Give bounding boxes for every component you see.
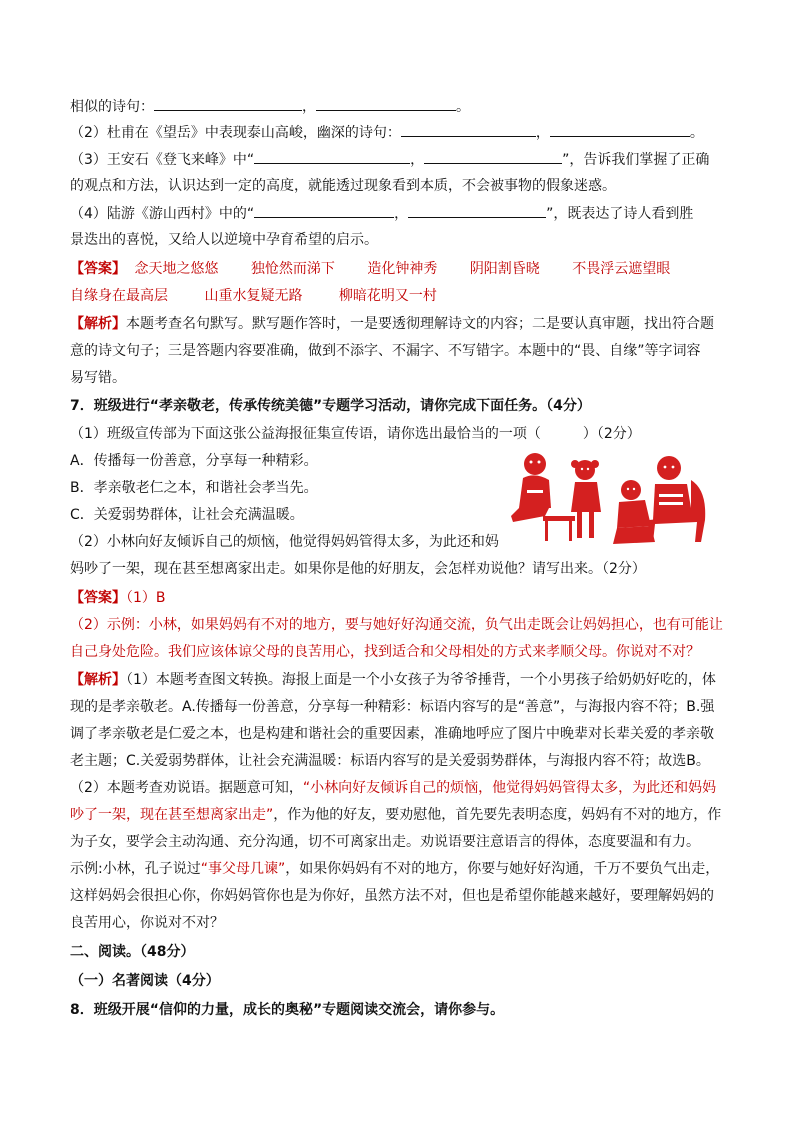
q6-line-3: （3）王安石《登飞来峰》中“ ， ”，告诉我们掌握了正确	[70, 149, 709, 170]
q8-title: 8．班级开展“信仰的力量，成长的奥秘”专题阅读交流会，请你参与。	[70, 1002, 505, 1018]
q7-analysis-line-1: 【解析】（1）本题考查图文转换。海报上面是一个小女孩子为爷爷捶背，一个小男孩子给奶奶好吃的，体	[70, 672, 716, 688]
q6-line-2: （2）杜甫在《望岳》中表现泰山高峻，幽深的诗句： ， 。	[70, 122, 704, 143]
answer-item: 柳暗花明又一村	[338, 288, 437, 304]
q7-option-a: A．传播每一份善意，分享每一种精彩。	[70, 453, 318, 469]
answer-item: 山重水复疑无路	[204, 288, 303, 304]
q7-analysis-line-6: 吵了一架，现在甚至想离家出走”，作为他的好友，要劝慰他，首先要先表明态度，妈妈有不对的地方，作	[70, 807, 722, 823]
subsection-title: （一）名著阅读（4分）	[70, 973, 220, 989]
q7-sub1: （1）班级宣传部为下面这张公益海报征集宣传语，请你选出最恰当的一项（ ）（2分）	[70, 426, 641, 442]
stool	[543, 516, 575, 521]
answer-tag: 【答案】	[70, 261, 126, 277]
q7-answer-line-1: 【答案】（1）B	[70, 590, 166, 606]
answer-tag: 【答案】	[70, 590, 126, 606]
q6-line-6: 景迭出的喜悦，又给人以逆境中孕育希望的启示。	[70, 232, 378, 248]
q7-analysis-line-8: 示例:小林，孔子说过“事父母几谏”，如果你妈妈有不对的地方，你要与她好好沟通，千万不要负气出走，	[70, 861, 720, 877]
q7-analysis-line-4: 老主题；C.关爱弱势群体，让社会充满温暖：标语内容写的是关爱弱势群体，与海报内容不符；故选B。	[70, 753, 710, 769]
analysis-tag: 【解析】	[70, 672, 126, 688]
blank[interactable]	[154, 96, 302, 111]
answer-item: 不畏浮云遮望眼	[572, 261, 671, 277]
answer-item: 阴阳割昏晓	[469, 261, 540, 277]
papercut-illustration	[505, 450, 715, 550]
q7-sub2-line-2: 妈吵了一架，现在甚至想离家出走。如果你是他的好朋友，会怎样劝说他？请写出来。（2分）	[70, 561, 646, 577]
q7-title: 7．班级进行“孝亲敬老，传承传统美德”专题学习活动，请你完成下面任务。（4分）	[70, 398, 591, 414]
q7-analysis-line-5: （2）本题考查劝说语。据题意可知，“小林向好友倾诉自己的烦恼，他觉得妈妈管得太多，为此还和妈妈	[70, 780, 717, 796]
answer-item: 造化钟神秀	[367, 261, 438, 277]
blank[interactable]	[254, 149, 410, 164]
q7-option-c: C．关爱弱势群体，让社会充满温暖。	[70, 507, 304, 523]
blank[interactable]	[401, 122, 536, 137]
grandma-head	[657, 456, 681, 480]
q7-answer-line-3: 自己身处危险。我们应该体谅父母的良苦用心，找到适合和父母相处的方式来孝顺父母。你说对不对？	[70, 644, 700, 660]
boy-body	[617, 500, 651, 528]
blank[interactable]	[316, 96, 456, 111]
q6-line-1: 相似的诗句： ， 。	[70, 96, 470, 117]
q6-answer-line-1	[70, 259, 670, 279]
blank[interactable]	[254, 203, 394, 218]
q7-analysis-line-7: 为子女，要学会主动沟通、充分沟通，切不可离家出走。劝说语要注意语言的得体，态度要温和有力。	[70, 834, 700, 850]
q6-analysis-line-1: 【解析】本题考查名句默写。默写题作答时，一是要透彻理解诗文的内容；二是要认真审题，找出符合题	[70, 316, 714, 332]
q7-analysis-line-2: 现的是孝亲敬老。A.传播每一份善意，分享每一种精彩：标语内容写的是“善意”，与海报内容不符；B.强	[70, 699, 715, 715]
grandpa-head	[524, 453, 546, 475]
q6-line-4: 的观点和方法，认识达到一定的高度，就能透过现象看到本质，不会被事物的假象迷惑。	[70, 178, 616, 194]
q7-analysis-line-9: 这样妈妈会很担心你，你妈妈管你也是为你好，虽然方法不对，但也是希望你能越来越好，要理解妈妈的	[70, 888, 714, 904]
analysis-tag: 【解析】	[70, 316, 126, 332]
boy-head	[621, 480, 641, 500]
q7-analysis-line-10: 良苦用心，你说对不对？	[70, 915, 224, 931]
q6-answer-line-2	[70, 286, 437, 306]
q6-analysis-line-3: 易写错。	[70, 370, 126, 386]
q7-analysis-line-3: 调了孝亲敬老是仁爱之本，也是构建和谐社会的重要因素，准确地呼应了图片中晚辈对长辈关爱的孝亲敬	[70, 726, 714, 742]
girl-body	[571, 482, 601, 512]
blank[interactable]	[408, 203, 546, 218]
q7-answer-line-2: （2）示例：小林，如果妈妈有不对的地方，要与她好好沟通交流，负气出走既会让妈妈担心，也有可能让	[70, 617, 723, 633]
blank[interactable]	[550, 122, 690, 137]
q7-sub2-line-1: （2）小林向好友倾诉自己的烦恼，他觉得妈妈管得太多，为此还和妈	[70, 534, 499, 550]
q6-line-5: （4）陆游《游山西村》中的“ ， ”，既表达了诗人看到胜	[70, 203, 693, 224]
q6-analysis-line-2: 意的诗文句子；三是答题内容要准确，做到不添字、不漏字、不写错字。本题中的“畏、自缘”等字词容	[70, 343, 701, 359]
blank[interactable]	[424, 149, 562, 164]
answer-item: 自缘身在最高层	[70, 288, 168, 304]
answer-item: 独怆然而涕下	[250, 261, 335, 277]
section-title: 二、阅读。（48分）	[70, 944, 195, 960]
answer-item: 念天地之悠悠	[134, 261, 219, 277]
q7-option-b: B．孝亲敬老仁之本，和谐社会孝当先。	[70, 480, 318, 496]
